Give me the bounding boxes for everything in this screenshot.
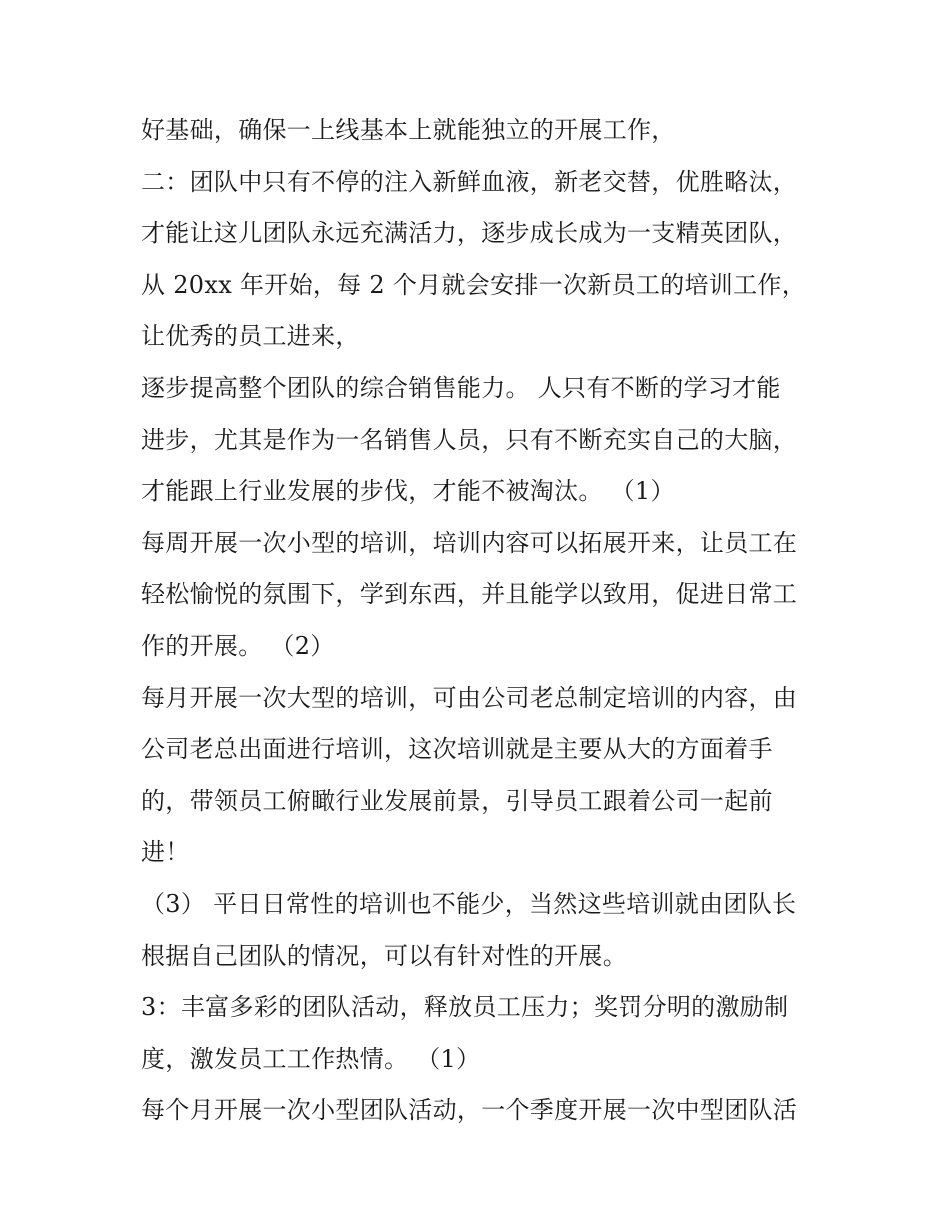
text-line: 才能让这儿团队永远充满活力，逐步成长成为一支精英团队， [141, 219, 798, 248]
text-line: 二：团队中只有不停的注入新鲜血液，新老交替，优胜略汰， [141, 167, 798, 196]
text-line: 进步，尤其是作为一名销售人员，只有不断充实自己的大脑， [141, 425, 798, 454]
text-line: 从 20xx 年开始，每 2 个月就会安排一次新员工的培训工作， [141, 270, 806, 299]
text-line: 每月开展一次大型的培训，可由公司老总制定培训的内容，由 [141, 683, 798, 712]
text-line: （3） 平日日常性的培训也不能少，当然这些培训就由团队长 [141, 889, 797, 918]
text-line: 轻松愉悦的氛围下，学到东西，并且能学以致用，促进日常工 [141, 580, 798, 609]
text-line: 3：丰富多彩的团队活动，释放员工压力；奖罚分明的激励制 [141, 993, 789, 1022]
text-line: 让优秀的员工进来， [141, 322, 360, 351]
text-line: 才能跟上行业发展的步伐，才能不被淘汰。 （1） [141, 477, 675, 506]
text-line: 的，带领员工俯瞰行业发展前景，引导员工跟着公司一起前 [141, 786, 773, 815]
text-line: 作的开展。 （2） [141, 631, 335, 660]
text-line: 逐步提高整个团队的综合销售能力。 人只有不断的学习才能 [141, 373, 781, 402]
text-line: 好基础，确保一上线基本上就能独立的开展工作， [141, 116, 676, 144]
text-line: 公司老总出面进行培训，这次培训就是主要从大的方面着手 [141, 735, 773, 764]
text-line: 根据自己团队的情况，可以有针对性的开展。 [141, 941, 627, 970]
document-body [141, 108, 821, 1140]
text-line: 度，激发员工工作热情。 （1） [141, 1044, 481, 1073]
text-line: 进！ [141, 838, 190, 867]
text-line: 每个月开展一次小型团队活动，一个季度开展一次中型团队活 [141, 1096, 798, 1125]
text-line: 每周开展一次小型的培训，培训内容可以拓展开来，让员工在 [141, 528, 798, 557]
